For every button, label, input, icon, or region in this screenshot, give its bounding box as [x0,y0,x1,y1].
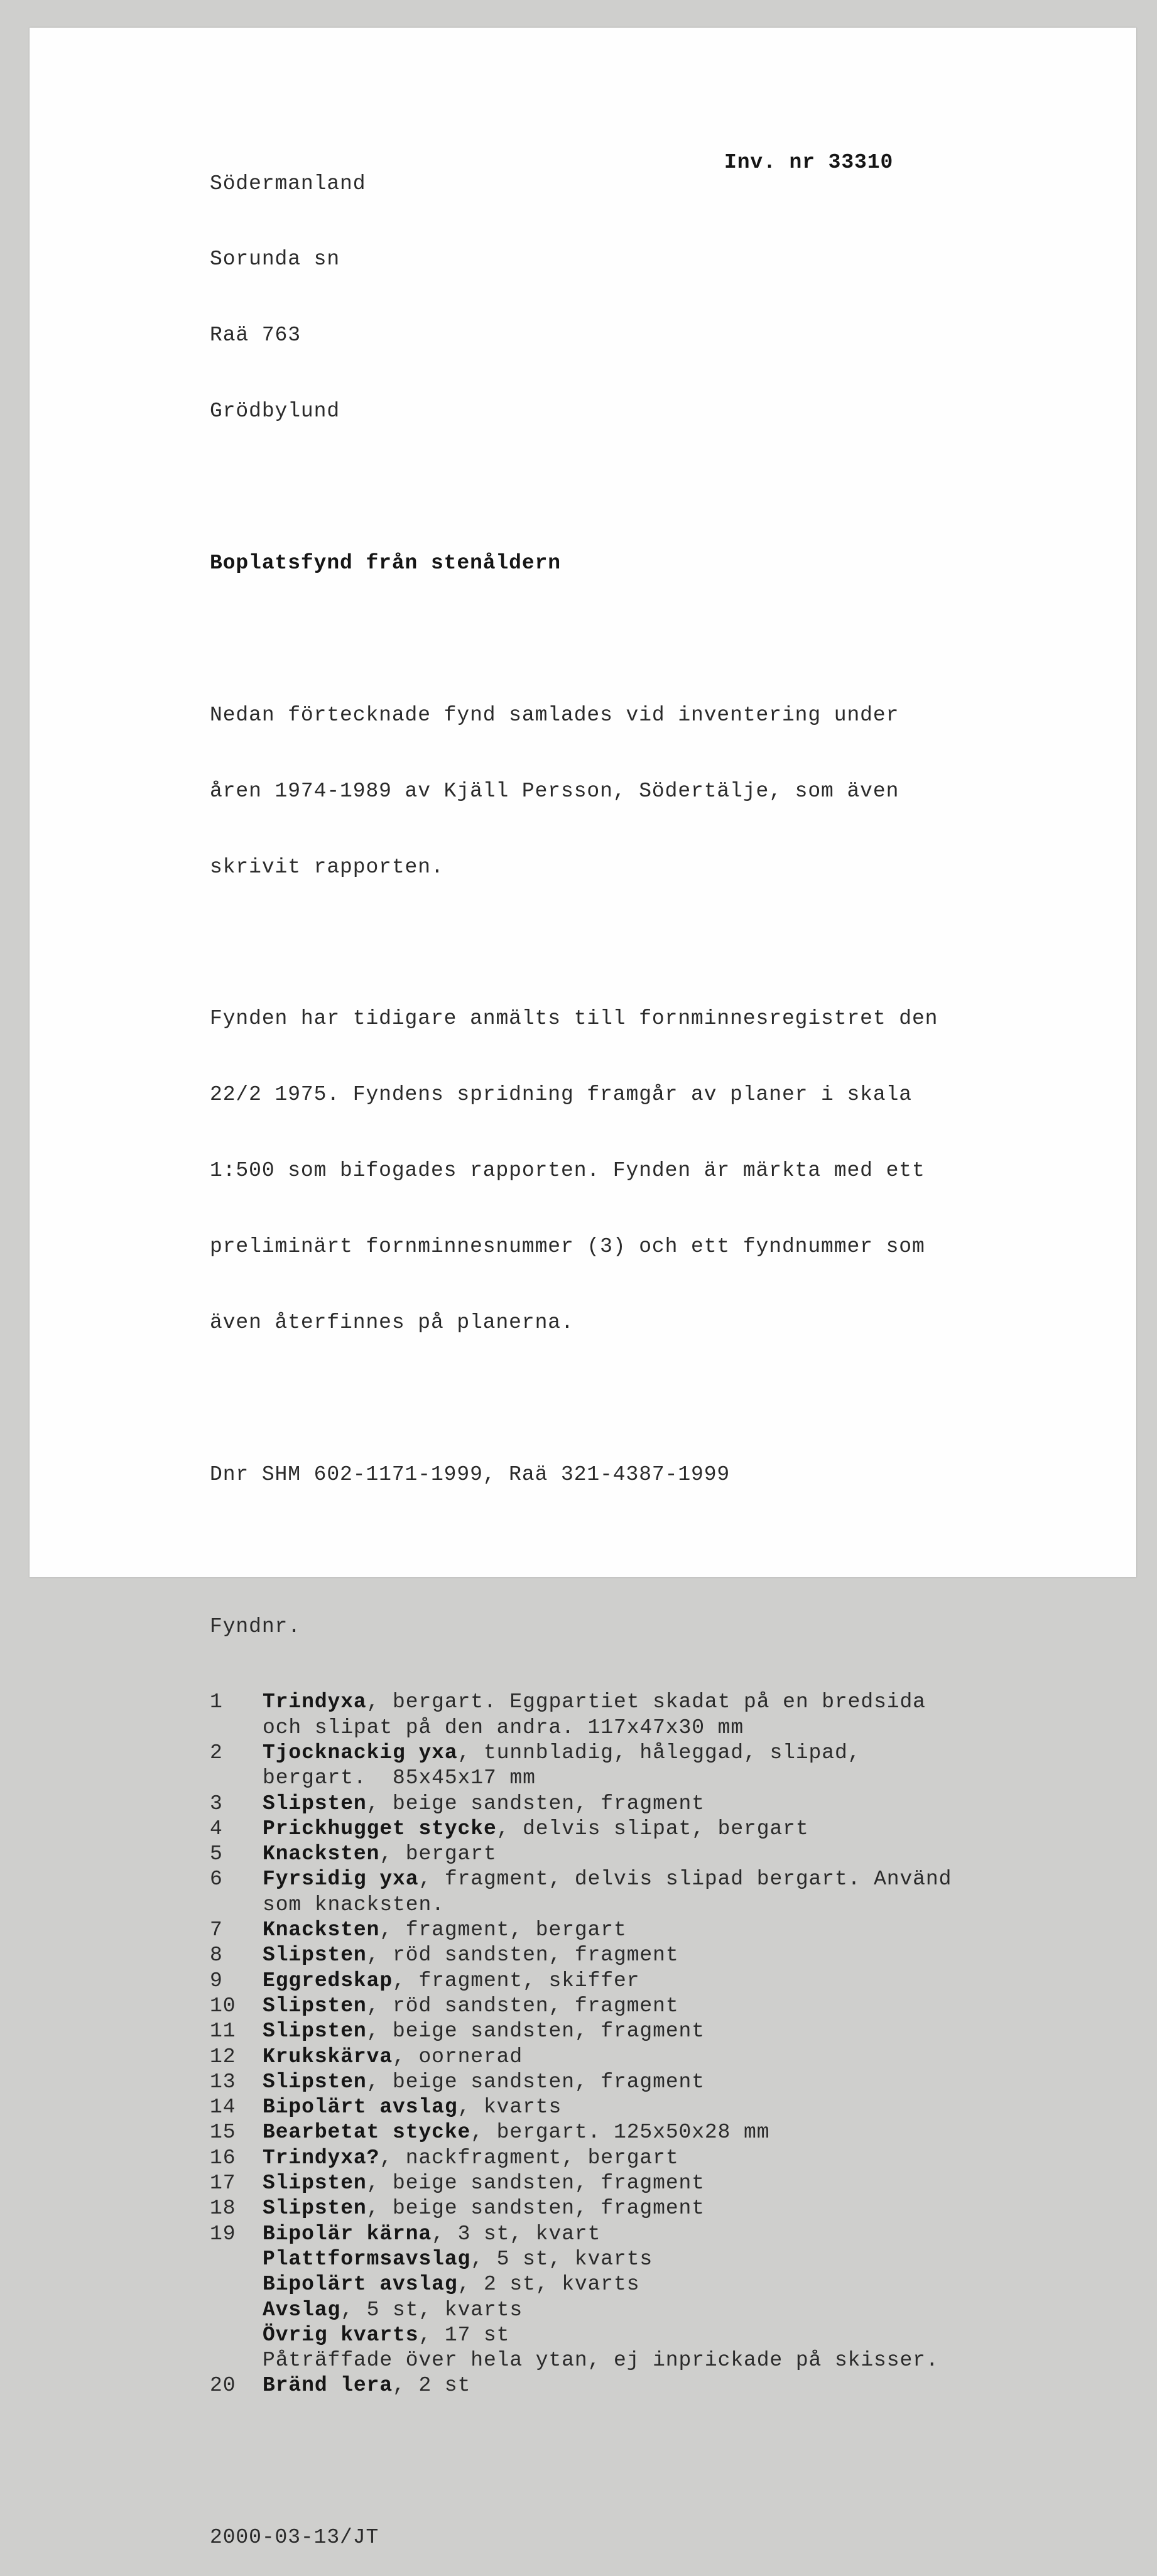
find-name: Bipolärt avslag [263,2273,458,2296]
list-item [210,2272,1045,2297]
find-description-continued: och slipat på den andra. 117x47x30 mm [263,1715,744,1739]
find-name: Prickhugget stycke [263,1817,497,1840]
find-number: 14 [210,2095,236,2119]
find-number: 3 [210,1791,223,1815]
find-name: Eggredskap [263,1969,393,1992]
list-item-continuation [210,1715,1045,1741]
find-name: Bipolär kärna [263,2222,432,2246]
find-description: , delvis slipat, bergart [496,1817,809,1840]
paragraph-line: även återfinnes på planerna. [210,1310,574,1334]
list-item [210,1994,1045,2019]
find-name: Bearbetat stycke [263,2121,471,2144]
find-description: , 2 st, kvarts [457,2273,640,2296]
find-name: Bipolärt avslag [263,2095,458,2119]
find-number: 20 [210,2374,236,2398]
find-number: 5 [210,1842,223,1866]
list-item [210,2120,1045,2145]
list-item [210,2247,1045,2272]
list-item [210,2298,1045,2323]
find-description: , 2 st [393,2374,471,2398]
find-name: Fyrsidig yxa [263,1867,419,1891]
find-number: 17 [210,2171,236,2195]
list-item [210,1918,1045,1943]
find-name: Bränd lera [263,2374,393,2398]
list-item [210,2146,1045,2171]
find-list [210,1690,1045,2398]
find-description-continued: som knacksten. [263,1893,445,1916]
find-description-continued: bergart. 85x45x17 mm [263,1766,536,1790]
list-item [210,2348,1045,2373]
find-number: 1 [210,1690,223,1714]
document-title: Boplatsfynd från stenåldern [210,552,561,575]
find-name: Tjocknackig yxa [263,1741,458,1764]
find-description: , nackfragment, bergart [379,2146,679,2170]
list-item [210,2171,1045,2196]
list-item [210,1842,1045,1867]
find-description: , bergart. Eggpartiet skadat på en bredsida [366,1690,926,1714]
find-number: 16 [210,2146,236,2170]
find-number: 10 [210,1994,236,2018]
find-name: Slipsten [263,1994,367,2018]
list-item [210,2095,1045,2120]
find-name: Krukskärva [263,2045,393,2068]
find-name: Övrig kvarts [263,2323,419,2347]
find-name: Knacksten [263,1842,380,1866]
list-item [210,1943,1045,1968]
list-item [210,2373,1045,2398]
list-item-continuation [210,1893,1045,1918]
find-description: , fragment, skiffer [393,1969,640,1992]
address-line: Grödbylund [210,399,340,423]
list-item [210,1741,1045,1766]
find-description: Påträffade över hela ytan, ej inprickade på skisser. [263,2349,939,2372]
find-description: , beige sandsten, fragment [366,2019,705,2043]
dnr-line: Dnr SHM 602-1171-1999, Raä 321-4387-1999 [210,1462,731,1486]
find-name: Slipsten [263,2019,367,2043]
find-description: , beige sandsten, fragment [366,1791,705,1815]
find-number: 6 [210,1867,223,1891]
paragraph-line: åren 1974-1989 av Kjäll Persson, Södertälje, som även [210,779,899,803]
find-description: , 17 st [418,2323,510,2347]
find-description: , röd sandsten, fragment [366,1943,679,1967]
find-number: 4 [210,1817,223,1840]
list-item [210,2019,1045,2044]
list-item [210,1969,1045,1994]
find-number: 9 [210,1969,223,1992]
find-description: , beige sandsten, fragment [366,2171,705,2195]
list-item [210,2323,1045,2348]
list-item [210,1791,1045,1817]
find-name: Avslag [263,2298,341,2322]
find-description: , 5 st, kvarts [340,2298,523,2322]
address-line: Raä 763 [210,323,301,347]
find-description: , 3 st, kvart [432,2222,601,2246]
find-description: , bergart. 125x50x28 mm [470,2121,770,2144]
find-description: , kvarts [457,2095,562,2119]
inventory-number: Inv. nr 33310 [724,151,894,174]
find-number: 8 [210,1943,223,1967]
paragraph-line: preliminärt fornminnesnummer (3) och ett fyndnummer som [210,1235,925,1259]
list-item [210,1867,1045,1892]
find-number: 7 [210,1918,223,1942]
find-number: 15 [210,2121,236,2144]
paragraph-line: Fynden har tidigare anmälts till fornminnesregistret den [210,1007,938,1031]
find-name: Trindyxa? [263,2146,380,2170]
address-line: Sorunda sn [210,247,340,271]
find-description: , beige sandsten, fragment [366,2070,705,2094]
footer-date-signature: 2000-03-13/JT [210,2526,379,2550]
document-body [210,121,1045,2576]
find-number: 18 [210,2197,236,2220]
find-number: 19 [210,2222,236,2246]
list-item [210,2196,1045,2221]
find-name: Plattformsavslag [263,2247,471,2271]
find-number: 12 [210,2045,236,2068]
list-item [210,2070,1045,2095]
find-number: 11 [210,2019,236,2043]
paragraph-line: 22/2 1975. Fyndens spridning framgår av planer i skala [210,1083,912,1107]
list-item [210,2222,1045,2247]
paragraph-line: 1:500 som bifogades rapporten. Fynden är märkta med ett [210,1159,925,1183]
find-name: Slipsten [263,1791,367,1815]
find-number: 2 [210,1741,223,1764]
find-number: 13 [210,2070,236,2094]
list-item-continuation [210,1766,1045,1791]
fyndnr-label: Fyndnr. [210,1614,301,1638]
paragraph-line: skrivit rapporten. [210,855,444,879]
find-name: Slipsten [263,2171,367,2195]
paragraph-line: Nedan förtecknade fynd samlades vid inventering under [210,703,899,727]
find-name: Slipsten [263,2070,367,2094]
address-line: Södermanland [210,171,366,195]
find-description: , fragment, bergart [379,1918,627,1942]
find-name: Slipsten [263,2197,367,2220]
find-name: Knacksten [263,1918,380,1942]
find-name: Trindyxa [263,1690,367,1714]
find-description: , 5 st, kvarts [470,2247,653,2271]
find-description: , oornerad [393,2045,523,2068]
find-description: , fragment, delvis slipad bergart. Använd [418,1867,952,1891]
find-description: , beige sandsten, fragment [366,2197,705,2220]
list-item [210,2045,1045,2070]
find-name: Slipsten [263,1943,367,1967]
find-description: , bergart [379,1842,497,1866]
find-description: , tunnbladig, håleggad, slipad, [457,1741,861,1764]
list-item [210,1817,1045,1842]
list-item [210,1690,1045,1715]
find-description: , röd sandsten, fragment [366,1994,679,2018]
